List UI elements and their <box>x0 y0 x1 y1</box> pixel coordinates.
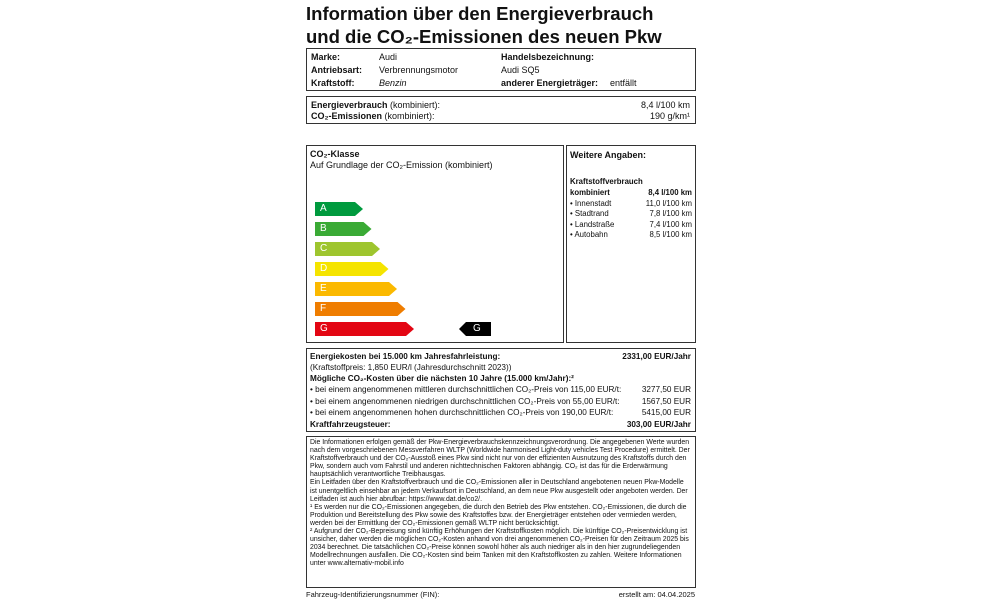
co2-class-letter: B <box>320 223 327 234</box>
co2-cost-row-label: • bei einem angenommenen niedrigen durchschnittlichen CO₂-Preis von 55,00 EUR/t: <box>310 396 620 406</box>
created-date: erstellt am: 04.04.2025 <box>618 590 695 599</box>
co2-costs-label: Mögliche CO₂-Kosten über die nächsten 10 Jahre (15.000 km/Jahr):² <box>310 374 574 383</box>
co2-class-heading: CO₂-Klasse <box>310 149 360 159</box>
fuel-row-value: 7,8 l/100 km <box>649 209 692 218</box>
more-info-heading: Weitere Angaben: <box>570 150 647 160</box>
fuel-row-label: • Autobahn <box>570 230 608 239</box>
energy-consumption-label: Energieverbrauch (kombiniert): <box>311 100 441 110</box>
co2-cost-row-value: 5415,00 EUR <box>641 408 691 417</box>
fuel-row-value: 8,5 l/100 km <box>649 230 692 239</box>
co2-class-arrow-e <box>315 282 397 296</box>
energy-costs-label: Energiekosten bei 15.000 km Jahresfahrleistung: <box>310 352 501 361</box>
fuel-row-label: • Landstraße <box>570 219 615 229</box>
fuel-row-value: 11,0 l/100 km <box>645 198 692 208</box>
drive-value: Verbrennungsmotor <box>379 65 459 75</box>
vehicle-info-box <box>306 48 696 91</box>
co2-class-letter: D <box>320 263 328 274</box>
fuel-row-value: 8,4 l/100 km <box>648 188 692 197</box>
co2-class-bar-d <box>315 262 389 276</box>
co2-class-arrow-g <box>315 322 414 336</box>
co2-cost-row-value: 1567,50 EUR <box>641 396 691 406</box>
trade-label: Handelsbezeichnung: <box>501 52 595 62</box>
co2-class-box <box>306 145 564 343</box>
more-info-box <box>566 145 696 343</box>
vehicle-tax-label: Kraftfahrzeugsteuer: <box>310 420 391 429</box>
legal-info-text <box>310 439 692 569</box>
co2-class-letter: E <box>320 283 327 294</box>
fuel-row-label: kombiniert <box>570 188 610 197</box>
title-line-2: und die CO₂-Emissionen des neuen Pkw <box>306 26 662 47</box>
co2-cost-row-label: • bei einem angenommenen hohen durchschnittlichen CO₂-Preis von 190,00 EUR/t: <box>310 408 614 417</box>
costs-box <box>306 348 696 432</box>
current-class-letter: G <box>473 323 481 334</box>
co2-class-letter: G <box>320 323 328 334</box>
co2-class-bar-f <box>315 302 406 316</box>
vehicle-tax-value: 303,00 EUR/Jahr <box>626 420 691 429</box>
fuel-row-label: • Stadtrand <box>570 209 609 218</box>
legal-paragraph-2: Ein Leitfaden über den Kraftstoffverbrauch und die CO₂-Emissionen aller in Deutschland angebotenen neuen Pkw-Modelle ist unentgeltlich einsehbar an jedem Verkaufsort in Deutschland, an dem neue Pkw ausgestellt oder angeboten werden. Der Leitfaden ist auch hier abrufbar: https://www.dat.de/co2/. <box>310 479 688 503</box>
consumption-box <box>306 96 696 124</box>
drive-label: Antriebsart: <box>311 65 363 75</box>
other-energy-value: entfällt <box>610 78 637 88</box>
other-energy-label: anderer Energieträger: <box>501 78 599 88</box>
fuel-value: Benzin <box>379 78 407 88</box>
co2-class-bar-c <box>315 242 380 256</box>
fuel-consumption-heading: Kraftstoffverbrauch <box>570 177 643 186</box>
brand-label: Marke: <box>311 52 341 62</box>
energy-costs-value: 2331,00 EUR/Jahr <box>622 352 691 361</box>
legal-paragraph-4: ² Aufgrund der CO₂-Bepreisung sind künftig Erhöhungen der Kraftstoffkosten möglich. Die künftige CO₂-Preisentwicklung ist unsicher, daher werden die möglichen CO₂-Kosten anhand von drei angenommenen CO₂-Preisen für den Zeitraum 2025 bis 2034 berechnet. Die tatsächlichen CO₂-Preise können sowohl höher als auch niedriger als in den hier zugrundeliegenden Modellrechnungen ausfallen. Die CO₂-Kosten sind beim Tanken mit den Kraftstoffkosten zu zahlen. Weitere Informationen unter www.alternativ-mobil.info <box>310 528 689 568</box>
fuel-price-note: (Kraftstoffpreis: 1,850 EUR/l (Jahresdurchschnitt 2023)) <box>310 363 512 372</box>
energy-consumption-value: 8,4 l/100 km <box>640 100 690 110</box>
co2-class-letter: F <box>320 303 327 314</box>
trade-value: Audi SQ5 <box>501 65 540 75</box>
co2-class-bar-b <box>315 222 372 236</box>
co2-cost-row-value: 3277,50 EUR <box>641 385 691 394</box>
co2-emissions-value: 190 g/km¹ <box>649 111 690 121</box>
co2-cost-row-label: • bei einem angenommenen mittleren durchschnittlichen CO₂-Preis von 115,00 EUR/t: <box>310 385 622 394</box>
co2-emissions-label: CO₂-Emissionen (kombiniert): <box>311 111 435 121</box>
fuel-row-label: • Innenstadt <box>570 198 612 208</box>
page-title <box>306 2 706 48</box>
title-line-1: Information über den Energieverbrauch <box>306 3 654 24</box>
legal-paragraph-1: Die Informationen erfolgen gemäß der Pkw-Energieverbrauchskennzeichnungsverordnung. Die angegebenen Werte wurden nach dem vorgeschriebenen Messverfahren WLTP (Worldwide harmonised Light-duty vehicles Test Procedure) ermittelt. Der Kraftstoffverbrauch und der CO₂-Ausstoß eines Pkw sind nicht nur von der effizienten Ausnutzung des Kraftstoffs durch den Pkw, sondern auch vom Fahrstil und anderen nichttechnischen Faktoren abhängig. CO₂ ist das für die Erderwärmung hauptsächlich verantwortliche Treibhausgas. <box>310 439 690 479</box>
current-class-indicator <box>459 322 491 336</box>
co2-class-bar-e <box>315 282 397 296</box>
co2-class-letter: A <box>320 203 327 214</box>
co2-class-subheading: Auf Grundlage der CO₂-Emission (kombiniert) <box>310 160 493 170</box>
co2-class-letter: C <box>320 243 328 254</box>
co2-class-bar-g <box>315 322 414 336</box>
fuel-label: Kraftstoff: <box>311 78 355 88</box>
fuel-row-value: 7,4 l/100 km <box>649 219 692 229</box>
legal-paragraph-3: ¹ Es werden nur die CO₂-Emissionen angegeben, die durch den Betrieb des Pkw entstehen. CO₂-Emissionen, die durch die Produktion und Bereitstellung des Pkw sowie des Kraftstoffes bzw. der Energieträger entstehen oder vermieden werden, werden bei der Ermittlung der CO₂-Emissionen gemäß WLTP nicht berücksichtigt. <box>310 503 687 527</box>
co2-class-bar-a <box>315 202 363 216</box>
co2-class-arrow-f <box>315 302 406 316</box>
legal-info-box <box>306 436 696 588</box>
fin-label: Fahrzeug-Identifizierungsnummer (FIN): <box>306 590 440 599</box>
brand-value: Audi <box>379 52 398 62</box>
